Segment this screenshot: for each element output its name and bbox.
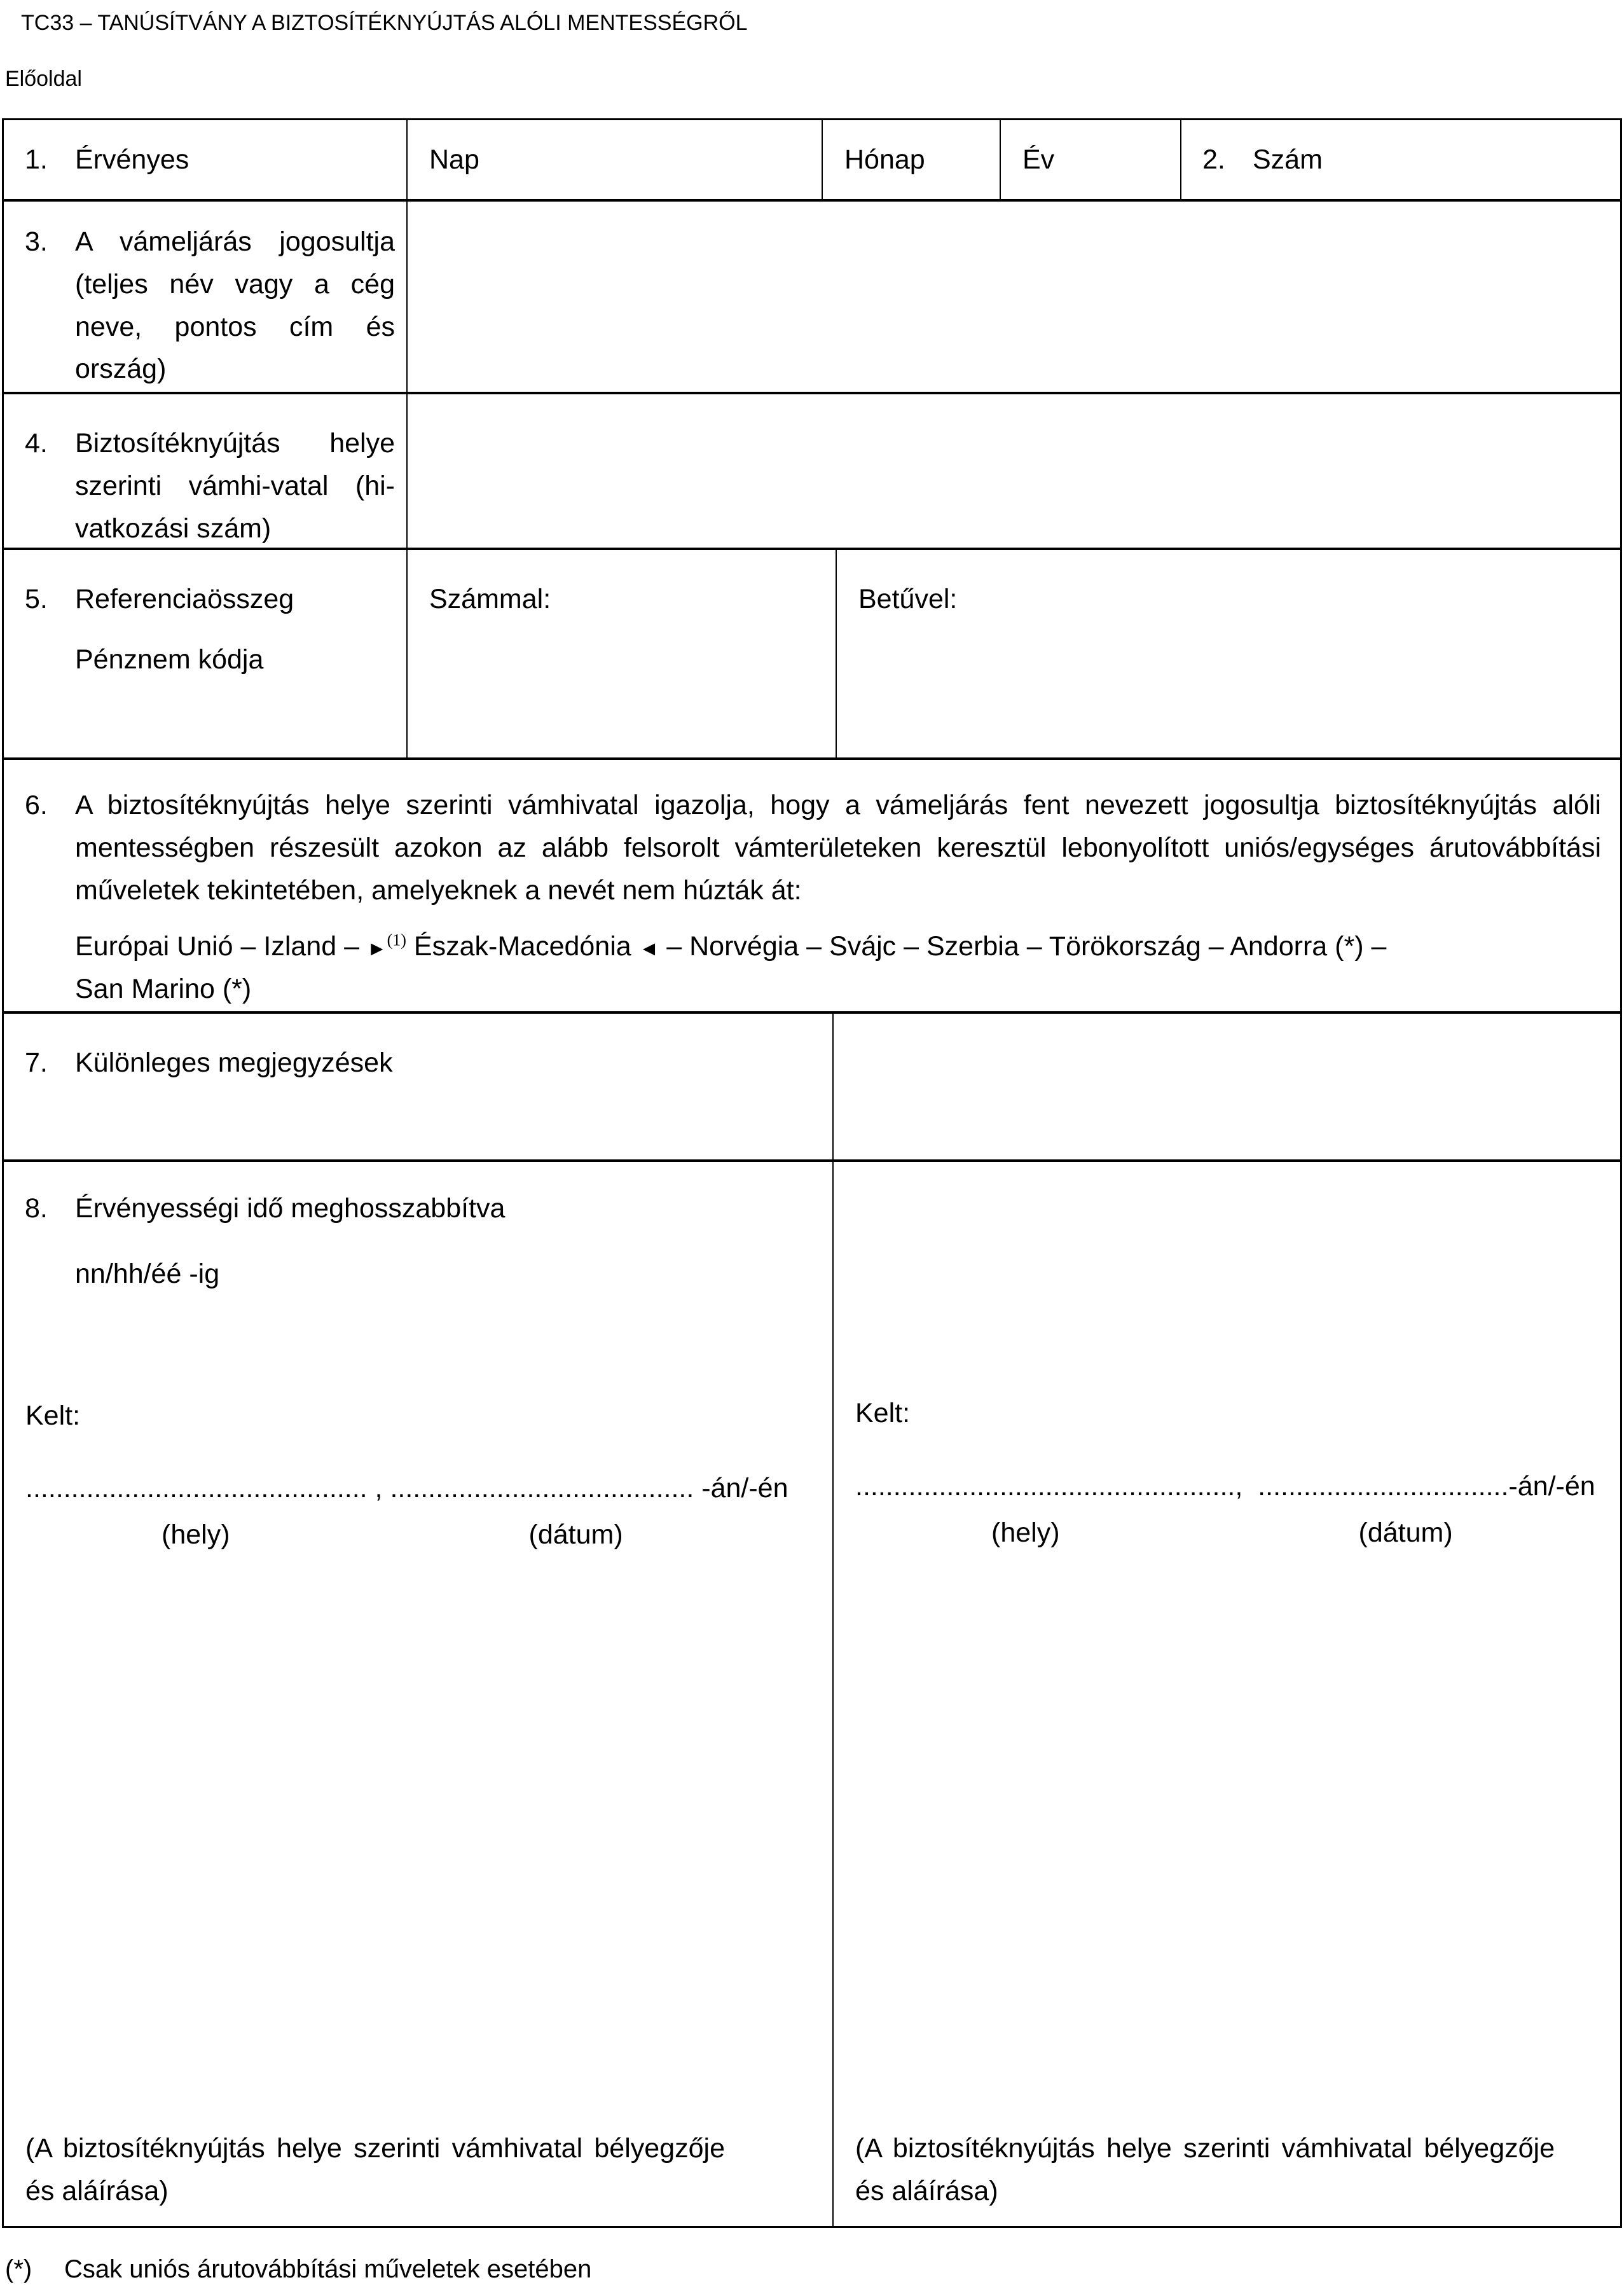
cell-box6-certification [4, 760, 1620, 1011]
box3-label: A vámeljárás jogosultja (teljes név vagy a cég neve, pontos cím és ország) [75, 226, 395, 385]
left-date-caption: (dátum) [528, 1519, 623, 1550]
amendment-close-marker-icon: ◄ [638, 937, 659, 960]
row-certification [4, 760, 1620, 1014]
countries-amended-country: Észak-Macedónia [406, 931, 639, 962]
box8-label: Érvényességi idő meghosszabbítva [75, 1193, 506, 1224]
cell-signature-right [832, 1162, 1620, 2226]
cell-day-field [406, 120, 822, 199]
cell-signature-left [4, 1162, 832, 2226]
footnote-marker: (*) [5, 2255, 32, 2284]
amendment-open-marker-icon: ► [366, 937, 387, 960]
box1-label: Érvényes [75, 144, 189, 176]
left-stamp-signature-caption: (A biztosítéknyújtás helye szerinti vámhivatal bélyegzője és aláírása) [25, 2133, 725, 2206]
box6-paragraph: A biztosítéknyújtás helye szerinti vámhivatal igazolja, hogy a vámeljárás fent nevezett jogosultja biztosítéknyújtás alóli mentességben részesült azokon az alább felsorolt vámterületeken keresztül lebonyolított uniós/egységes árutovábbítási műveletek tekintetében, amelyeknek a nevét nem húzták át: [75, 790, 1601, 906]
box4-label: Biztosítéknyújtás helye szerinti vámhi-vatal (hi-vatkozási szám) [75, 428, 395, 544]
box5-number: 5. [25, 584, 48, 615]
cell-amount-in-words [836, 550, 1620, 757]
right-done-at-label: Kelt: [855, 1398, 911, 1429]
box5-label-amount: Referenciaösszeg [75, 584, 294, 615]
cell-amount-in-figures [406, 550, 836, 757]
box3-number: 3. [25, 226, 48, 258]
cell-box1-label [4, 120, 406, 199]
cell-box7-label [4, 1014, 832, 1159]
row-validity-extension-signatures [4, 1162, 1620, 2226]
form-table [2, 118, 1622, 2228]
cell-box7-entry-field [832, 1014, 1620, 1159]
countries-text-post: – Norvégia – Svájc – Szerbia – Törökország – Andorra (*) – [659, 931, 1387, 962]
box7-number: 7. [25, 1047, 48, 1079]
page-side-label: Előoldal [5, 67, 82, 92]
countries-text-pre: Európai Unió – Izland – [75, 931, 367, 962]
cell-box3-label [4, 202, 406, 392]
box2-number: 2. [1202, 144, 1225, 176]
day-label: Nap [429, 144, 479, 176]
right-place-date-dotted-line: .................................................., .................................-án/-én [855, 1471, 1595, 1502]
row-validity [4, 120, 1620, 202]
asterisk-footnote [2, 2249, 1623, 2289]
row-office-of-guarantee [4, 394, 1620, 550]
row-holder [4, 202, 1620, 394]
footnote-text: Csak uniós árutovábbítási műveletek esetében [64, 2255, 592, 2284]
left-place-date-dotted-line: ............................................. , ........................................ -án/-én [25, 1473, 788, 1504]
right-stamp-signature-caption: (A biztosítéknyújtás helye szerinti vámhivatal bélyegzője és aláírása) [855, 2133, 1555, 2206]
amendment-reference: (1) [387, 930, 406, 950]
cell-year-field [1000, 120, 1180, 199]
cell-box4-label [4, 394, 406, 548]
left-place-caption: (hely) [162, 1519, 230, 1550]
row-reference-amount [4, 550, 1620, 760]
cell-box5-label [4, 550, 406, 757]
right-date-caption: (dátum) [1358, 1517, 1453, 1548]
in-figures-label: Számmal: [429, 584, 551, 615]
box1-number: 1. [25, 144, 48, 176]
box8-number: 8. [25, 1193, 48, 1224]
cell-box3-entry-field [406, 202, 1620, 392]
box4-number: 4. [25, 428, 48, 459]
box2-label: Szám [1253, 144, 1323, 176]
left-done-at-label: Kelt: [25, 1400, 81, 1431]
countries-text-line2: San Marino (*) [75, 973, 252, 1004]
box8-date-format-hint: nn/hh/éé -ig [75, 1259, 220, 1290]
cell-box4-entry-field [406, 394, 1620, 548]
cell-box2-number-field [1180, 120, 1620, 199]
box6-number: 6. [25, 790, 48, 821]
right-place-caption: (hely) [991, 1517, 1060, 1548]
cell-month-field [822, 120, 1000, 199]
year-label: Év [1022, 144, 1055, 176]
box7-label: Különleges megjegyzések [75, 1047, 393, 1079]
row-special-observations [4, 1014, 1620, 1162]
box6-countries-list [75, 925, 1601, 1010]
in-words-label: Betűvel: [858, 584, 958, 615]
box5-label-currency: Pénznem kódja [75, 644, 264, 675]
document-title: TC33 – TANÚSÍTVÁNY A BIZTOSÍTÉKNYÚJTÁS ALÓLI MENTESSÉGRŐL [21, 11, 748, 35]
month-label: Hónap [844, 144, 925, 176]
